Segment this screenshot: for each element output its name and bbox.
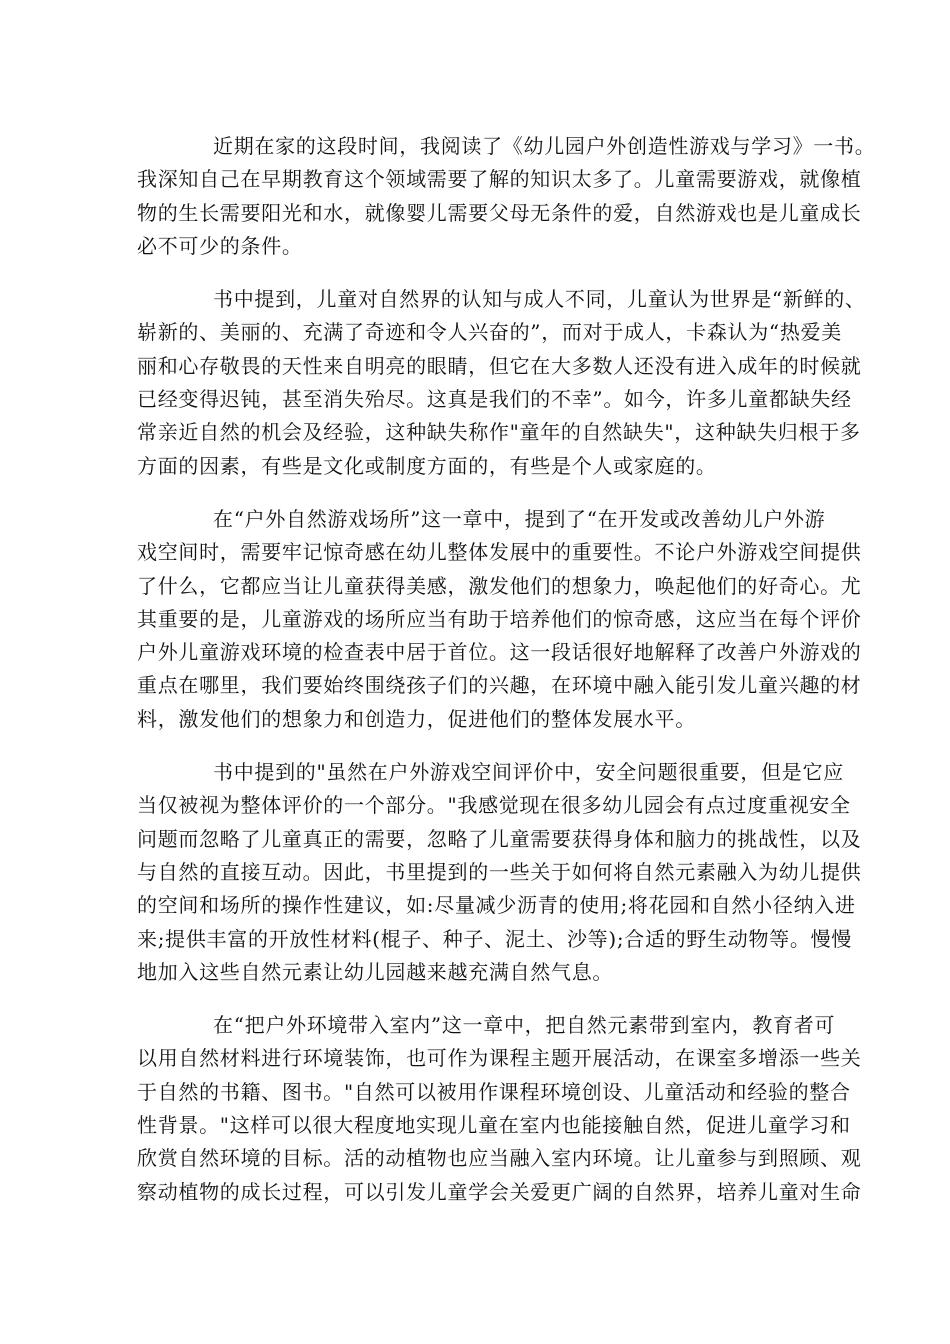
text-line: 问题而忽略了儿童真正的需要，忽略了儿童需要获得身体和脑力的挑战性，以及 xyxy=(137,826,862,851)
text-line: 书中提到，儿童对自然界的认知与成人不同，儿童认为世界是“新鲜的、 xyxy=(213,287,866,312)
text-line: 重点在哪里，我们要始终围绕孩子们的兴趣，在环境中融入能引发儿童兴趣的材 xyxy=(137,673,862,698)
text-line: 来;提供丰富的开放性材料(棍子、种子、泥土、沙等);合适的野生动物等。慢慢 xyxy=(137,926,852,951)
text-line: 戏空间时，需要牢记惊奇感在幼儿整体发展中的重要性。不论户外游戏空间提供 xyxy=(137,540,862,565)
document-body xyxy=(137,130,876,1229)
text-line: 其重要的是，儿童游戏的场所应当有助于培养他们的惊奇感，这应当在每个评价 xyxy=(137,606,862,631)
text-line: 必不可少的条件。 xyxy=(137,233,303,258)
paragraph xyxy=(137,1009,862,1209)
paragraph xyxy=(137,503,862,736)
text-line: 欣赏自然环境的目标。活的动植物也应当融入室内环境。让儿童参与到照顾、观 xyxy=(137,1146,862,1171)
text-line: 崭新的、美丽的、充满了奇迹和令人兴奋的”，而对于成人，卡森认为“热爱美 xyxy=(137,320,842,345)
text-line: 了什么，它都应当让儿童获得美感，激发他们的想象力，唤起他们的好奇心。尤 xyxy=(137,573,862,598)
text-line: 在“户外自然游戏场所”这一章中，提到了“在开发或改善幼儿户外游 xyxy=(213,506,826,531)
text-line: 当仅被视为整体评价的一个部分。"我感觉现在很多幼儿园会有点过度重视安全 xyxy=(137,793,851,818)
text-line: 物的生长需要阳光和水，就像婴儿需要父母无条件的爱，自然游戏也是儿童成长 xyxy=(137,200,862,225)
text-line: 已经变得迟钝，甚至消失殆尽。这真是我们的不幸”。如今，许多儿童都缺失经 xyxy=(137,387,852,412)
text-line: 地加入这些自然元素让幼儿园越来越充满自然气息。 xyxy=(137,959,614,984)
text-line: 方面的因素，有些是文化或制度方面的，有些是个人或家庭的。 xyxy=(137,453,717,478)
text-line: 与自然的直接互动。因此，书里提到的一些关于如何将自然元素融入为幼儿提供 xyxy=(137,859,862,884)
text-line: 于自然的书籍、图书。"自然可以被用作课程环境创设、儿童活动和经验的整合 xyxy=(137,1079,851,1104)
text-line: 性背景。"这样可以很大程度地实现儿童在室内也能接触自然，促进儿童学习和 xyxy=(137,1113,851,1138)
text-line: 的空间和场所的操作性建议，如:尽量减少沥青的使用;将花园和自然小径纳入进 xyxy=(137,893,856,918)
paragraph xyxy=(137,283,866,483)
text-line: 户外儿童游戏环境的检查表中居于首位。这一段话很好地解释了改善户外游戏的 xyxy=(137,640,862,665)
text-line: 近期在家的这段时间，我阅读了《幼儿园户外创造性游戏与学习》一书。 xyxy=(213,134,876,158)
text-line: 察动植物的成长过程，可以引发儿童学会关爱更广阔的自然界，培养儿童对生命 xyxy=(137,1179,862,1204)
paragraph xyxy=(137,756,862,989)
paragraph xyxy=(137,130,876,263)
text-line: 丽和心存敬畏的天性来自明亮的眼睛，但它在大多数人还没有进入成年的时候就 xyxy=(137,353,862,378)
text-line: 常亲近自然的机会及经验，这种缺失称作"童年的自然缺失"，这种缺失归根于多 xyxy=(137,420,861,445)
text-line: 我深知自己在早期教育这个领域需要了解的知识太多了。儿童需要游戏，就像植 xyxy=(137,167,862,192)
text-line: 料，激发他们的想象力和创造力，促进他们的整体发展水平。 xyxy=(137,706,696,731)
text-line: 以用自然材料进行环境装饰，也可作为课程主题开展活动，在课室多增添一些关 xyxy=(137,1046,862,1071)
text-line: 在“把户外环境带入室内”这一章中，把自然元素带到室内，教育者可 xyxy=(213,1013,836,1038)
text-line: 书中提到的"虽然在户外游戏空间评价中，安全问题很重要，但是它应 xyxy=(213,760,844,785)
